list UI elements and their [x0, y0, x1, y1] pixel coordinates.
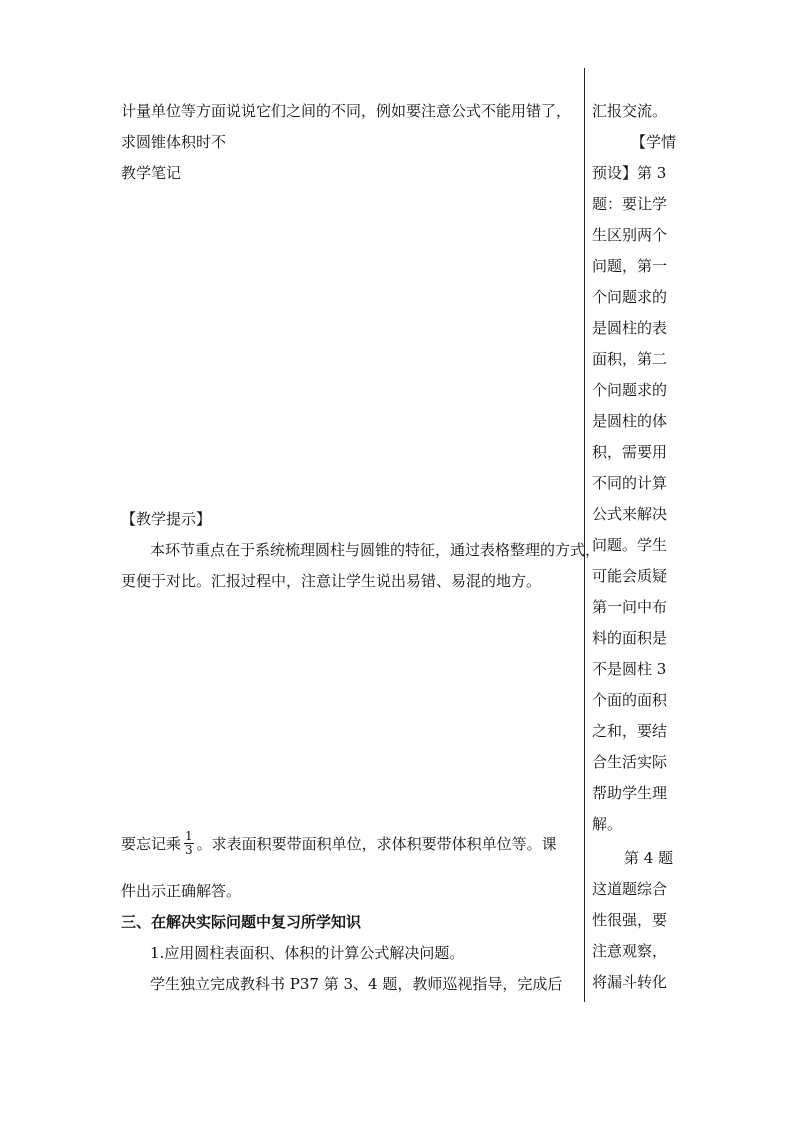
fraction-line-before: 要忘记乘 [121, 835, 182, 853]
side-line-22: 合生活实际 [592, 753, 668, 771]
side-line-2: 【学情 [630, 133, 676, 151]
side-line-1: 汇报交流。 [592, 102, 668, 120]
main-text-line-fraction [121, 829, 557, 860]
side-line-26: 这道题综合 [592, 880, 668, 898]
item-1-heading: 1.应用圆柱表面积、体积的计算公式解决问题。 [150, 944, 465, 962]
side-line-12: 积，需要用 [592, 443, 668, 461]
fraction-numerator: 1 [185, 828, 193, 843]
teaching-tip-heading: 【教学提示】 [121, 510, 212, 528]
side-line-18: 料的面积是 [592, 629, 668, 647]
side-line-10: 个问题求的 [592, 381, 668, 399]
teaching-notes-label: 教学笔记 [121, 164, 182, 182]
side-line-16: 可能会质疑 [592, 567, 668, 585]
side-line-25: 第 4 题 [624, 849, 674, 867]
side-line-13: 不同的计算 [592, 474, 668, 492]
side-line-8: 是圆柱的表 [592, 319, 668, 337]
side-line-24: 解。 [592, 815, 623, 833]
main-text-line-2: 求圆锥体积时不 [121, 133, 227, 151]
fraction-denominator: 3 [185, 842, 193, 857]
item-1-detail: 学生独立完成教科书 P37 第 3、4 题，教师巡视指导，完成后 [150, 975, 563, 993]
side-line-4: 题：要让学 [592, 195, 668, 213]
side-line-23: 帮助学生理 [592, 784, 668, 802]
main-text-line-5: 件出示正确解答。 [121, 882, 242, 900]
side-line-6: 问题，第一 [592, 257, 668, 275]
side-line-11: 是圆柱的体 [592, 412, 668, 430]
side-line-9: 面积，第二 [592, 350, 668, 368]
side-line-27: 性很强，要 [592, 911, 668, 929]
one-third-fraction [184, 830, 194, 857]
teaching-tip-line-2: 更便于对比。汇报过程中，注意让学生说出易错、易混的地方。 [121, 572, 542, 590]
side-line-3: 预设】第 3 [592, 164, 667, 182]
teaching-tip-line-1: 本环节重点在于系统梳理圆柱与圆锥的特征，通过表格整理的方式， [150, 541, 601, 559]
side-line-20: 个面的面积 [592, 691, 668, 709]
side-line-15: 问题。学生 [592, 536, 668, 554]
side-line-17: 第一问中布 [592, 598, 668, 616]
side-line-14: 公式来解决 [592, 505, 668, 523]
side-line-28: 注意观察， [592, 942, 668, 960]
side-line-21: 之和，要结 [592, 722, 668, 740]
section-3-heading: 三、在解决实际问题中复习所学知识 [121, 913, 362, 931]
side-line-7: 个问题求的 [592, 288, 668, 306]
side-line-5: 生区别两个 [592, 226, 668, 244]
fraction-line-after: 。求表面积要带面积单位，求体积要带体积单位等。课 [196, 835, 557, 853]
side-line-29: 将漏斗转化 [592, 973, 668, 991]
side-line-19: 不是圆柱 3 [592, 660, 667, 678]
main-text-line-1: 计量单位等方面说说它们之间的不同，例如要注意公式不能用错了， [121, 102, 572, 120]
